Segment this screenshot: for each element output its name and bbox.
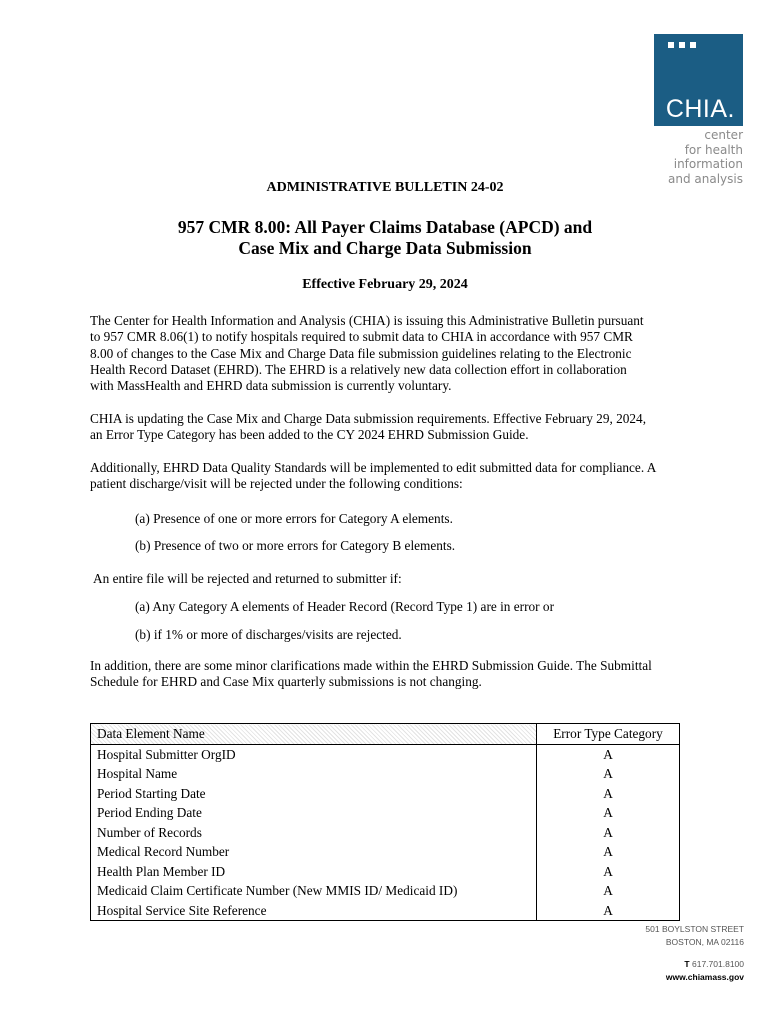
tagline-line: for health [684, 142, 743, 157]
footer-website[interactable] [666, 971, 744, 984]
table-row [91, 764, 680, 784]
effective-date: Effective February 29, 2024 [302, 277, 468, 292]
title-line: 957 CMR 8.00: All Payer Claims Database (APCD) and [177, 217, 593, 237]
website-link[interactable]: www.chiamass.gov [665, 972, 744, 982]
tagline-line: and analysis [668, 171, 743, 186]
text-line: patient discharge/visit will be rejected under the following conditions: [90, 476, 463, 492]
data-elements-table [90, 723, 680, 921]
table-row [91, 862, 680, 882]
text-line: Health Record Dataset (EHRD). The EHRD is a relatively new data collection effort in collaboration [90, 361, 627, 377]
file-rejection-intro: An entire file will be rejected and returned to submitter if: [93, 571, 402, 586]
table-row [91, 842, 680, 862]
phone-number: 617.701.8100 [692, 959, 744, 969]
header-data-element-name: Data Element Name [91, 724, 537, 745]
paragraph-clarifications [90, 658, 690, 691]
logo-dots [668, 42, 696, 48]
text-line: 8.00 of changes to the Case Mix and Charge Data file submission guidelines relating to the Electronic [90, 345, 632, 361]
element-name-cell: Period Starting Date [91, 784, 537, 804]
element-name-cell: Medicaid Claim Certificate Number (New MMIS ID/ Medicaid ID) [91, 881, 537, 901]
category-cell: A [537, 803, 680, 823]
text-line: The Center for Health Information and Analysis (CHIA) is issuing this Administrative Bulletin pursuant [90, 313, 644, 328]
footer-street: 501 BOYLSTON STREET [645, 924, 744, 934]
phone-label: T [684, 959, 690, 969]
text-line: In addition, there are some minor clarifications made within the EHRD Submission Guide. The Submittal [90, 658, 652, 673]
logo-dot [668, 42, 674, 48]
page-title [0, 217, 770, 259]
bulletin-number: ADMINISTRATIVE BULLETIN 24-02 [266, 180, 504, 195]
tagline-line: information [673, 157, 743, 171]
table-row [91, 803, 680, 823]
condition-a: (a) Presence of one or more errors for Category A elements. [135, 511, 453, 526]
text-line: with MassHealth and EHRD data submission is currently voluntary. [90, 378, 452, 394]
element-name-cell: Hospital Service Site Reference [91, 901, 537, 921]
footer-address [645, 923, 744, 949]
title-line: Case Mix and Charge Data Submission [238, 238, 532, 258]
table-row [91, 881, 680, 901]
category-cell: A [537, 901, 680, 921]
element-name-cell: Health Plan Member ID [91, 862, 537, 882]
table-header-row [91, 724, 680, 745]
header-error-type-category: Error Type Category [537, 724, 680, 745]
logo-wordmark: CHIA. [665, 95, 735, 123]
element-name-cell: Hospital Name [91, 764, 537, 784]
text-line: Additionally, EHRD Data Quality Standards will be implemented to edit submitted data for compliance. A [90, 460, 657, 475]
category-cell: A [537, 862, 680, 882]
condition-b: (b) Presence of two or more errors for Category B elements. [135, 538, 456, 553]
category-cell: A [537, 842, 680, 862]
table-row [91, 901, 680, 921]
paragraph-update [90, 411, 690, 444]
file-condition-a: (a) Any Category A elements of Header Record (Record Type 1) are in error or [135, 599, 554, 614]
text-line: Schedule for EHRD and Case Mix quarterly submissions is not changing. [90, 674, 482, 690]
logo-dot [690, 42, 696, 48]
element-name-cell: Number of Records [91, 823, 537, 843]
text-line: to 957 CMR 8.06(1) to notify hospitals required to submit data to CHIA in accordance with 957 CMR [90, 329, 633, 345]
footer-city: BOSTON, MA 02116 [665, 937, 744, 947]
tagline-line: center [704, 128, 743, 142]
category-cell: A [537, 784, 680, 804]
paragraph-quality-standards [90, 460, 690, 493]
paragraph-intro [90, 313, 690, 394]
category-cell: A [537, 823, 680, 843]
table-row [91, 823, 680, 843]
table-row [91, 784, 680, 804]
category-cell: A [537, 764, 680, 784]
element-name-cell: Hospital Submitter OrgID [91, 744, 537, 764]
footer-contact [666, 958, 744, 984]
file-condition-b: (b) if 1% or more of discharges/visits are rejected. [135, 627, 402, 642]
element-name-cell: Medical Record Number [91, 842, 537, 862]
logo-dot [679, 42, 685, 48]
chia-logo [654, 34, 743, 126]
element-name-cell: Period Ending Date [91, 803, 537, 823]
text-line: an Error Type Category has been added to the CY 2024 EHRD Submission Guide. [90, 427, 529, 443]
footer-phone [666, 958, 744, 971]
table-row [91, 744, 680, 764]
category-cell: A [537, 744, 680, 764]
category-cell: A [537, 881, 680, 901]
logo-tagline [668, 128, 743, 186]
text-line: CHIA is updating the Case Mix and Charge Data submission requirements. Effective February 29, 2024, [90, 411, 647, 426]
